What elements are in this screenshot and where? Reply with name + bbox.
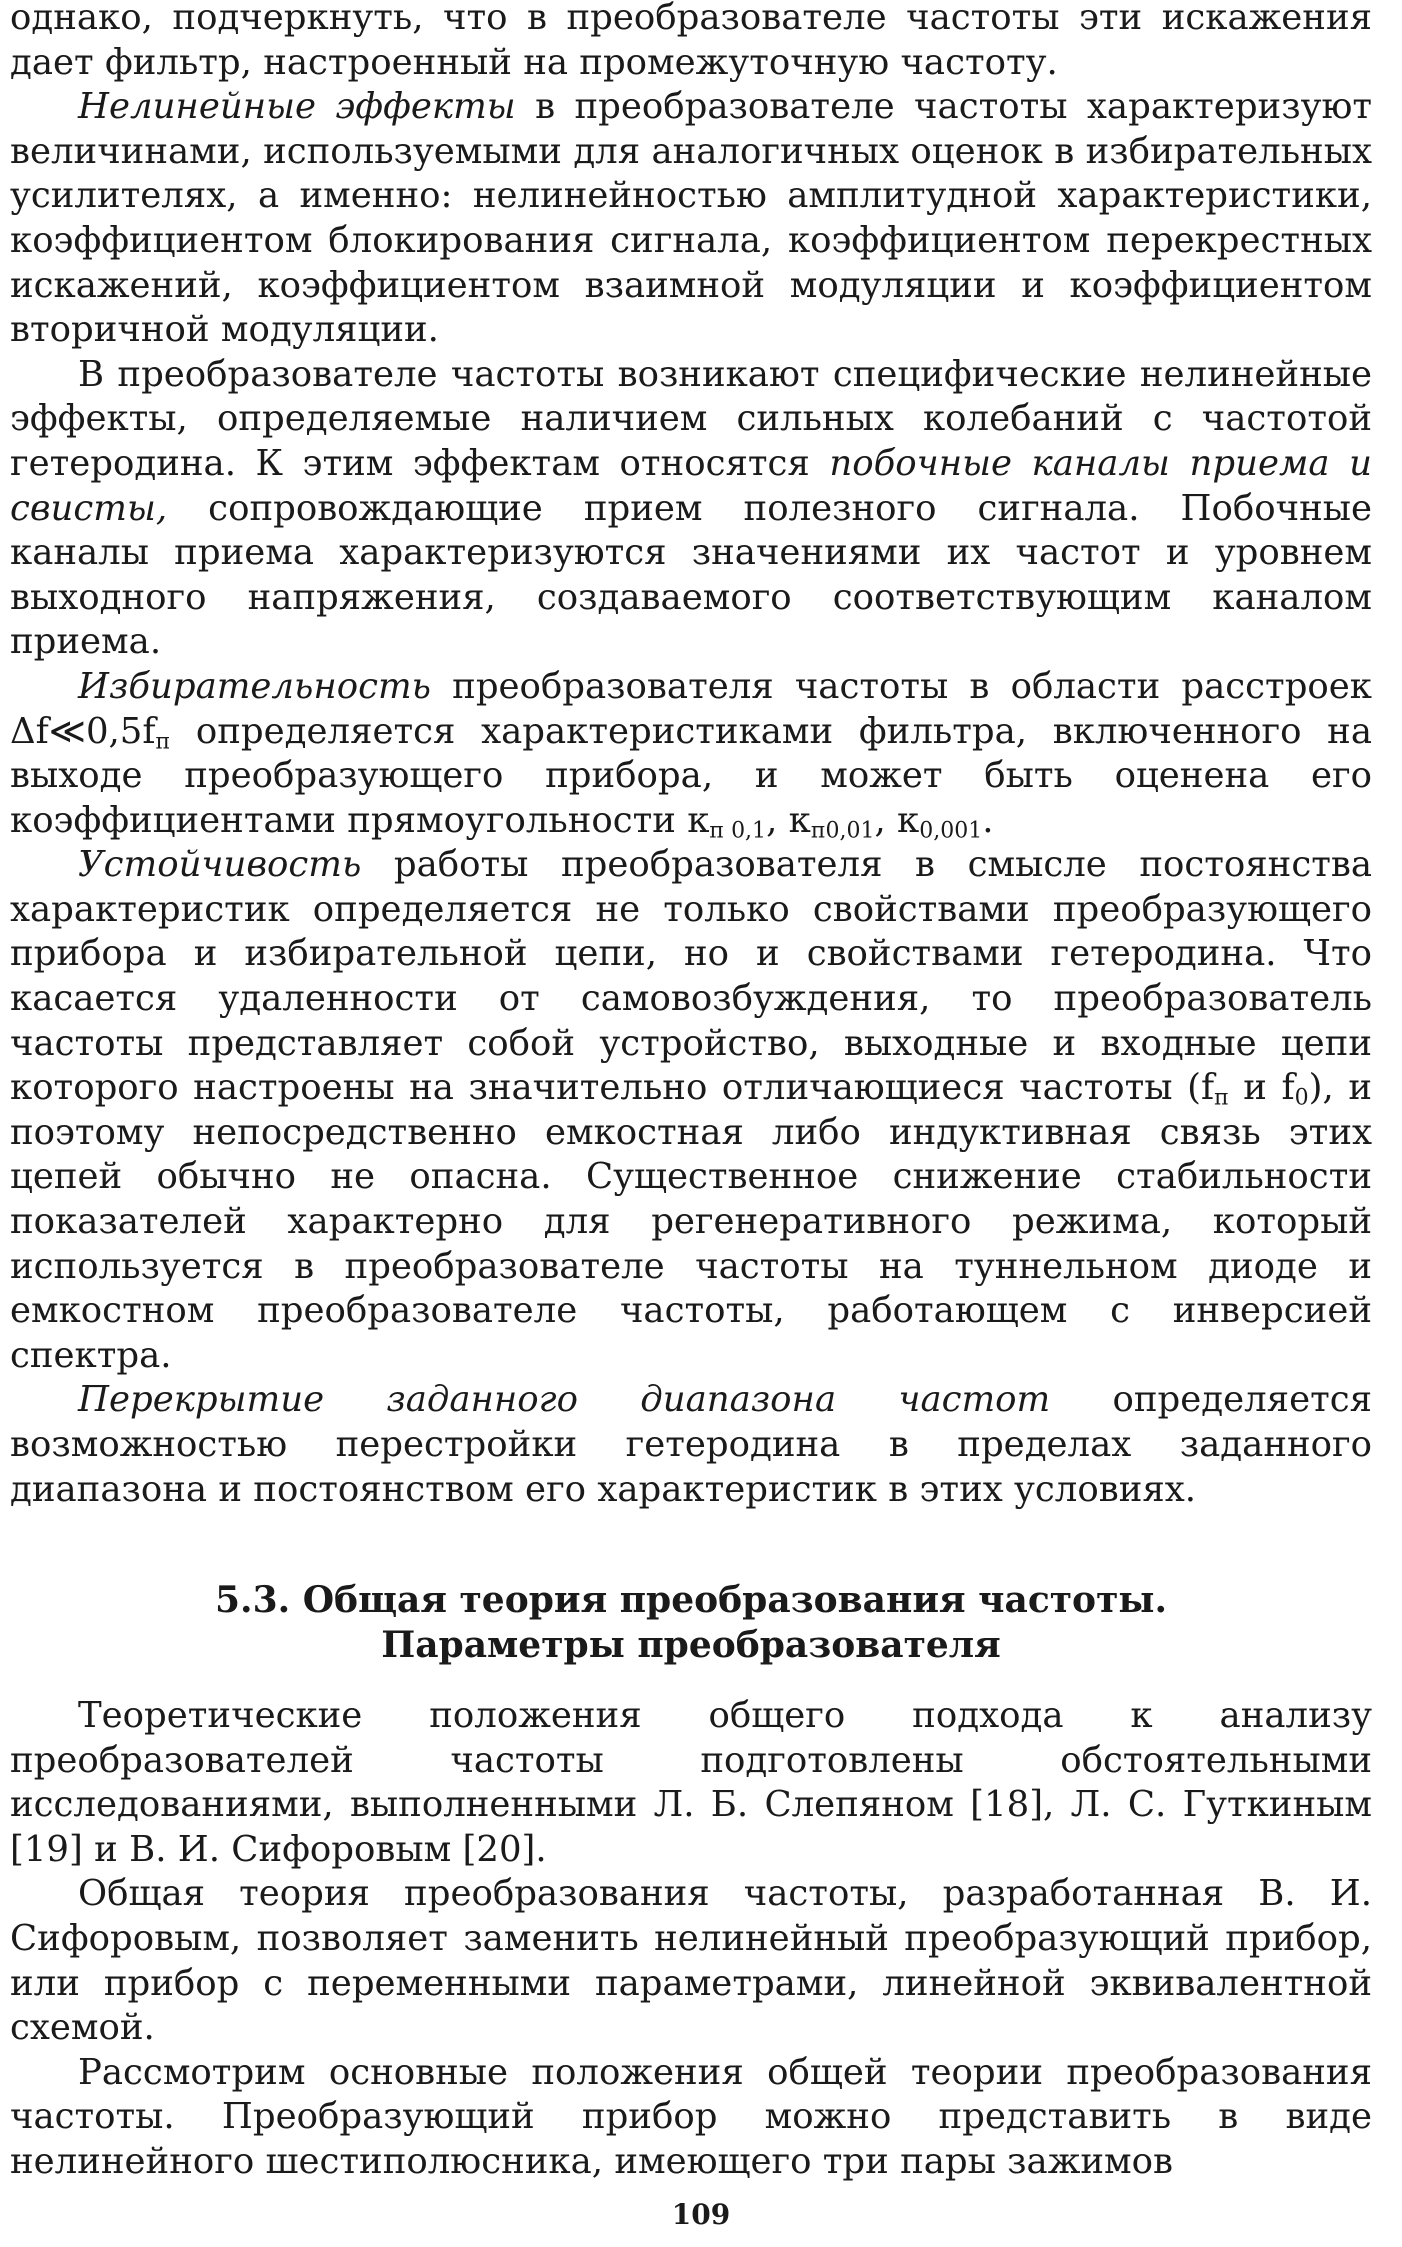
section-heading-line-2: Параметры преобразователя <box>381 1624 1001 1666</box>
paragraph-text: В преобразователе частоты возникают специфические нелинейные эффекты, определяемые наличием сильных колебаний с частотой гетеродина. К этим эффектам относятся <box>10 353 1372 484</box>
paragraph-text: определяется возможностью перестройки гетеродина в пределах заданного диапазона и постоянством его характеристик в этих условиях. <box>10 1379 1372 1510</box>
term-nonlinear-effects: Нелинейные эффекты <box>78 86 516 128</box>
term-spurious-channels: побочные каналы приема и свисты, <box>10 442 1373 529</box>
paragraph-text: , к <box>766 799 811 841</box>
text-block-bottom <box>10 1694 1372 2185</box>
paragraph-siforov-theory: Общая теория преобразования частоты, разработанная В. И. Сифоровым, позволяет заменить нелинейный преобразующий прибор, или прибор с переменными параметрами, линейной эквивалентной схемой. <box>10 1873 1372 2049</box>
page-number: 109 <box>671 2198 731 2231</box>
term-selectivity: Избирательность <box>78 665 431 707</box>
paragraph-text: преобразователя частоты в области расстроек Δf≪0,5f <box>10 665 1372 752</box>
paragraph-stability <box>10 843 1372 1378</box>
subscript: 0,001 <box>919 818 983 844</box>
paragraph-text: определяется характеристиками фильтра, включенного на выходе преобразующего прибора, и может быть оценена его коэффициентами прямоугольности к <box>10 710 1372 841</box>
paragraph-text: работы преобразователя в смысле постоянства характеристик определяется не только свойствами преобразующего прибора и избирательной цепи, но и свойствами гетеродина. Что касается удаленности от самовозбуждения, то преобразователь частоты представляет собой устройство, выходные и входные цепи которого настроены на значительно отличающиеся частоты (f <box>10 844 1372 1109</box>
subscript: п <box>155 729 171 754</box>
paragraph-text: в преобразователе частоты характеризуют величинами, используемыми для аналогичных оценок в избирательных усилителях, а именно: нелинейностью амплитудной характеристики, коэффициентом блокирования сигнала, коэффициентом перекрестных искажений, коэффициентом взаимной модуляции и коэффициентом вторичной модуляции. <box>10 86 1372 351</box>
paragraph-specific-effects <box>10 353 1372 665</box>
paragraph-selectivity <box>10 665 1372 843</box>
term-stability: Устойчивость <box>78 844 362 886</box>
subscript: п 0,1 <box>709 818 767 844</box>
paragraph-six-pole-model: Рассмотрим основные положения общей теории преобразования частоты. Преобразующий прибор можно представить в виде нелинейного шестиполюсника, имеющего три пары зажимов <box>10 2051 1372 2182</box>
subscript: 0 <box>1294 1085 1309 1111</box>
paragraph-nonlinear-effects <box>10 85 1372 353</box>
paragraph-theory-background: Теоретические положения общего подхода к анализу преобразователей частоты подготовлены обстоятельными исследованиями, выполненными Л. Б. Слепяном [18], Л. С. Гуткиным [19] и В. И. Сифоровым [20]. <box>10 1695 1372 1870</box>
paragraph-text: и f <box>1228 1067 1295 1109</box>
paragraph-text: . <box>982 799 994 841</box>
paragraph-range-overlap <box>10 1378 1372 1512</box>
subscript: п0,01 <box>810 818 875 844</box>
subscript: п <box>1214 1085 1229 1111</box>
paragraph-continuation <box>10 0 1372 85</box>
paragraph-text: ), и поэтому непосредственно емкостная либо индуктивная связь этих цепей обычно не опасна. Существенное снижение стабильности показателей характерно для регенеративного режима, который используется в преобразователе частоты на туннельном диоде и емкостном преобразователе частоты, работающем с инверсией спектра. <box>10 1067 1372 1376</box>
paragraph-text: сопровождающие прием полезного сигнала. Побочные каналы приема характеризуются значениями их частот и уровнем выходного напряжения, создаваемого соответствующим каналом приема. <box>10 487 1372 663</box>
paragraph-text: , к <box>874 799 920 841</box>
term-range-overlap: Перекрытие заданного диапазона частот <box>78 1379 1051 1421</box>
section-heading-line-1: 5.3. Общая теория преобразования частоты. <box>215 1579 1167 1621</box>
section-heading <box>10 1578 1372 1668</box>
paragraph-text: однако, подчеркнуть, что в преобразователе частоты эти искажения дает фильтр, настроенный на промежуточную частоту. <box>10 0 1372 83</box>
text-block-top <box>10 0 1372 1512</box>
